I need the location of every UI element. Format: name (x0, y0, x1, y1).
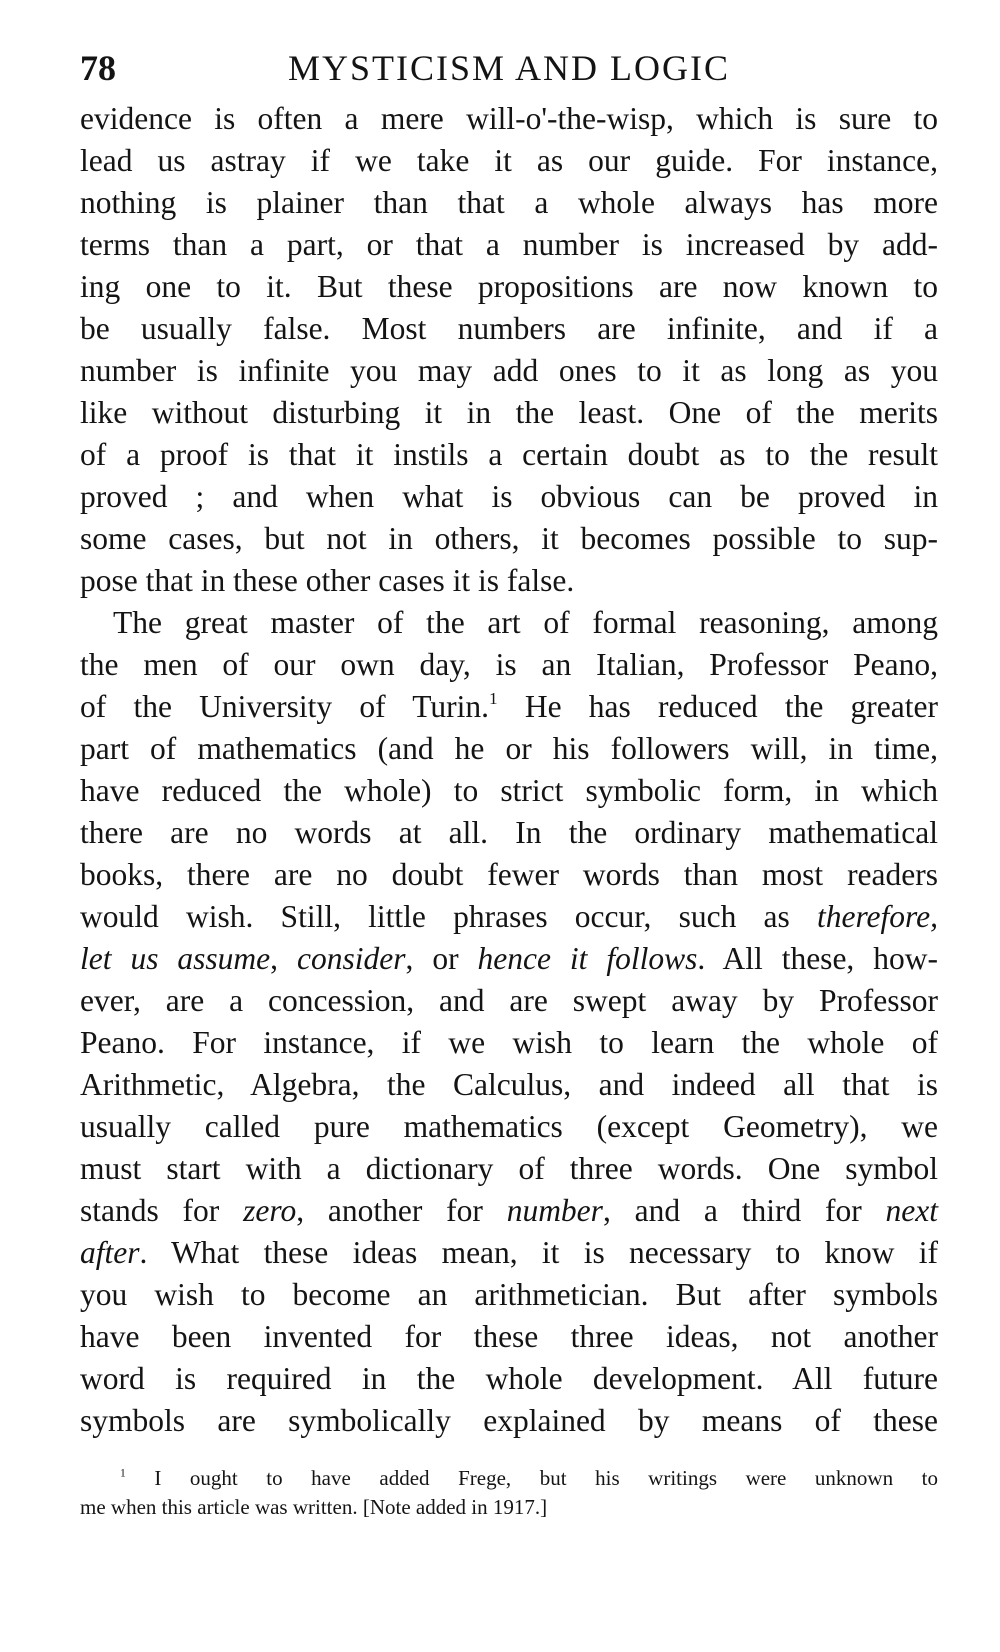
text-line: ever, are a concession, and are swept away by Professor (80, 983, 938, 1018)
text-run: , or (405, 941, 478, 976)
text-run: , another for (296, 1193, 507, 1228)
text-line: must start with a dictionary of three words. One symbol (80, 1151, 938, 1186)
paragraph-2 (80, 602, 938, 1442)
italic-phrase: consider (297, 941, 406, 976)
text-run: , and a third for (602, 1193, 886, 1228)
text-line: nothing is plainer than that a whole always has more (80, 185, 938, 220)
text-run: . All these, how- (697, 941, 938, 976)
text-run: stands for (80, 1193, 244, 1228)
text-line: part of mathematics (and he or his followers will, in time, (80, 731, 938, 766)
text-line (80, 1190, 938, 1232)
italic-phrase: after (80, 1235, 140, 1270)
text-line: pose that in these other cases it is false. (80, 563, 575, 598)
text-line: some cases, but not in others, it becomes possible to sup- (80, 521, 938, 556)
text-line (80, 686, 938, 728)
text-line: symbols are symbolically explained by means of these (80, 1403, 938, 1438)
footnote-mark: 1 (120, 1467, 126, 1480)
italic-phrase: number (506, 1193, 603, 1228)
book-title: MYSTICISM AND LOGIC (287, 48, 731, 88)
page-number: 78 (80, 48, 116, 88)
text-run: of the University of Turin. (80, 689, 489, 724)
text-line: number is infinite you may add ones to it as long as you (80, 353, 938, 388)
text-run: He has reduced the greater (497, 689, 938, 724)
text-line: you wish to become an arithmetician. But after symbols (80, 1277, 938, 1312)
italic-phrase: zero (243, 1193, 297, 1228)
footnote-line: me when this article was written. [Note added in 1917.] (80, 1495, 548, 1519)
text-run: would wish. Still, little phrases occur, such as (80, 899, 817, 934)
text-run: , (270, 941, 297, 976)
italic-phrase: next (885, 1193, 939, 1228)
text-line: Peano. For instance, if we wish to learn the whole of (80, 1025, 938, 1060)
text-line (80, 938, 938, 980)
text-line: The great master of the art of formal reasoning, among (113, 605, 938, 640)
book-page (80, 40, 938, 1522)
text-run: . What these ideas mean, it is necessary to know if (139, 1235, 938, 1270)
text-line: evidence is often a mere will-o'-the-wisp, which is sure to (80, 101, 938, 136)
text-line: of a proof is that it instils a certain doubt as to the result (80, 437, 938, 472)
text-line: word is required in the whole development. All future (80, 1361, 938, 1396)
text-line (80, 896, 938, 938)
italic-phrase: therefore, (816, 899, 938, 934)
text-line: terms than a part, or that a number is increased by add- (80, 227, 938, 262)
text-line: proved ; and when what is obvious can be proved in (80, 479, 938, 514)
text-line: like without disturbing it in the least. One of the merits (80, 395, 938, 430)
footnote-line (80, 1464, 938, 1493)
italic-phrase: let us assume (80, 941, 271, 976)
text-line: have been invented for these three ideas, not another (80, 1319, 938, 1354)
text-line: usually called pure mathematics (except Geometry), we (80, 1109, 938, 1144)
body-text (80, 98, 938, 1442)
text-line: there are no words at all. In the ordinary mathematical (80, 815, 938, 850)
footnote (80, 1464, 938, 1522)
footnote-reference: 1 (488, 689, 498, 709)
italic-phrase: hence it follows (477, 941, 698, 976)
text-line: be usually false. Most numbers are infinite, and if a (80, 311, 938, 346)
running-head (80, 40, 938, 96)
text-line: ing one to it. But these propositions are now known to (80, 269, 938, 304)
text-line: lead us astray if we take it as our guide. For instance, (80, 143, 938, 178)
text-line: have reduced the whole) to strict symbolic form, in which (80, 773, 938, 808)
text-line (80, 1232, 938, 1274)
paragraph-1 (80, 98, 938, 602)
text-line: Arithmetic, Algebra, the Calculus, and indeed all that is (80, 1067, 938, 1102)
text-line: the men of our own day, is an Italian, Professor Peano, (80, 647, 938, 682)
text-run: I ought to have added Frege, but his writings were unknown to (125, 1466, 938, 1490)
text-line: books, there are no doubt fewer words than most readers (80, 857, 938, 892)
